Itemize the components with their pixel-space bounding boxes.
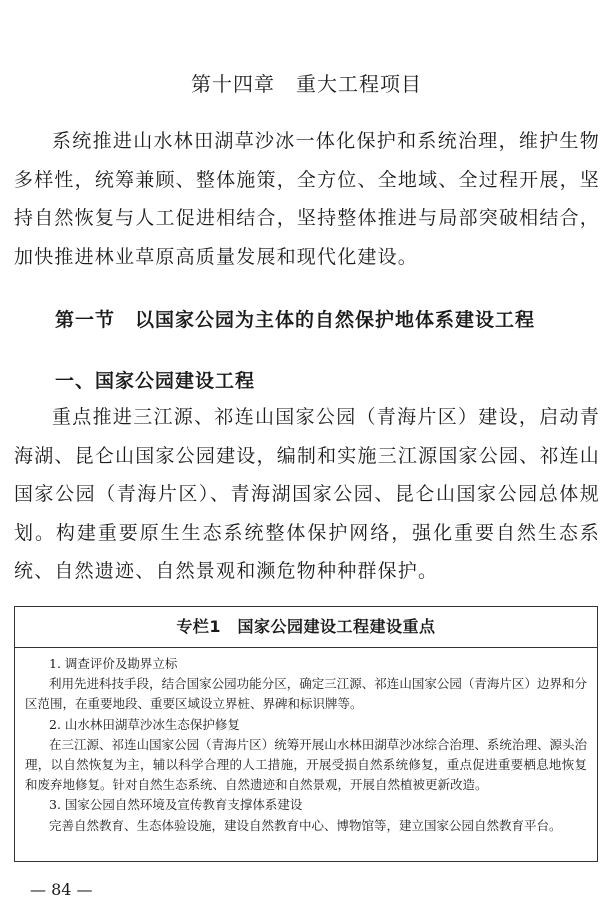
chapter-title: 第十四章 重大工程项目: [191, 72, 422, 96]
column-box-body: [15, 648, 597, 836]
box-item-text: 在三江源、祁连山国家公园（青海片区）统筹开展山水林田湖草沙冰综合治理、系统治理、源头治理，以自然恢复为主，辅以科学合理的人工措施，开展受损自然系统修复，重点促进重要栖息地恢复和废弃地修复。针对自然生态系统、自然遗迹和自然景观，开展自然植被更新改造。: [25, 736, 587, 793]
page-number: — 84 —: [30, 880, 93, 899]
section-title: 第一节 以国家公园为主体的自然保护地体系建设工程: [55, 309, 536, 331]
box-item-title: 3. 国家公园自然环境及宣传教育支撑体系建设: [49, 797, 303, 813]
box-item-text: 利用先进科技手段，结合国家公园功能分区，确定三江源、祁连山国家公园（青海片区）边界和分区范围，在重要地段、重要区域设立界桩、界碑和标识牌等。: [25, 676, 587, 712]
box-item-text: 完善自然教育、生态体验设施，建设自然教育中心、博物馆等，建立国家公园自然教育平台。: [49, 817, 562, 833]
chapter-intro-paragraph: 系统推进山水林田湖草沙冰一体化保护和系统治理，维护生物多样性，统筹兼顾、整体施策，全方位、全地域、全过程开展，坚持自然恢复与人工促进相结合，坚持整体推进与局部突破相结合，加快推进林业草原高质量发展和现代化建设。: [14, 130, 600, 268]
box-item-title: 1. 调查评价及勘界立标: [49, 656, 178, 671]
subsection-paragraph: 重点推进三江源、祁连山国家公园（青海片区）建设，启动青海湖、昆仑山国家公园建设，编制和实施三江源国家公园、祁连山国家公园（青海片区）、青海湖国家公园、昆仑山国家公园总体规划。构建重要原生生态系统整体保护网络，强化重要自然生态系统、自然遗迹、自然景观和濒危物种种群保护。: [14, 406, 600, 582]
subsection-title: 一、国家公园建设工程: [55, 370, 256, 392]
box-item-title: 2. 山水林田湖草沙冰生态保护修复: [49, 716, 240, 732]
column-box: [14, 606, 598, 862]
column-box-title: 专栏1 国家公园建设工程建设重点: [15, 607, 597, 648]
